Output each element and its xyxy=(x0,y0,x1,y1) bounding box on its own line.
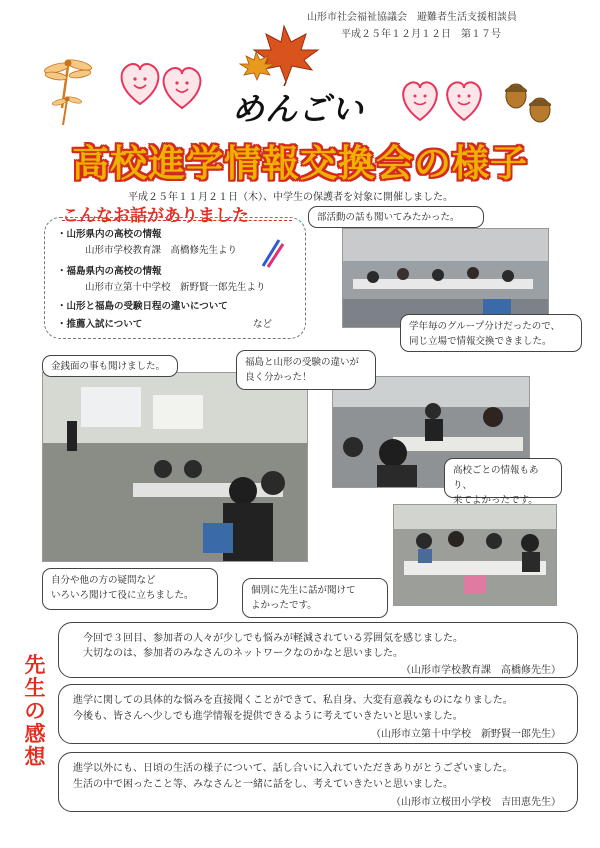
bubble-exam-difference xyxy=(236,350,376,390)
bubble-text: 高校ごとの情報もあり、 xyxy=(453,465,539,491)
bubble-text: よかったです。 xyxy=(251,600,317,611)
bubble-school-info xyxy=(444,458,562,506)
photo-group-discussion xyxy=(342,228,549,328)
bubble-text: 部活動の話も聞いてみたかった。 xyxy=(317,212,460,223)
comment-author: （山形市学校教育課 高橋修先生） xyxy=(401,665,561,676)
topic-item: ・推薦入試について xyxy=(57,319,143,330)
bubble-text: 金銭面の事も聞けました。 xyxy=(51,361,166,372)
photo-seminar-hall xyxy=(42,372,308,562)
topic-etc: など xyxy=(253,319,273,330)
comment-line: 今回で３回目、参加者の人々が少しでも悩みが軽減されている雰囲気を感じました。 xyxy=(83,633,463,644)
bubble-text: 良く分かった！ xyxy=(245,372,312,383)
bubble-text: 個別に先生に話が聞けて xyxy=(251,585,356,596)
comment-line: 今後も、皆さんへ少しでも進学情報を提供できるように考えていきたいと思いました。 xyxy=(73,711,463,722)
bubble-text: 来てよかったです。 xyxy=(453,495,538,506)
bubble-text: 福島と山形の受験の違いが xyxy=(245,357,360,368)
comment-line: 大切なのは、参加者のみなさんのネットワークなのかなと思いました。 xyxy=(83,648,403,659)
topics-box xyxy=(44,217,306,339)
topic-item: ・福島県内の高校の情報 xyxy=(57,266,162,277)
acorn-icon xyxy=(500,78,560,128)
section-title: こんなお話がありました xyxy=(62,206,249,226)
topic-speaker: 山形市立第十中学校 新野賢一郎先生より xyxy=(85,282,266,293)
org-name: 山形市社会福祉協議会 避難者生活支援相談員 xyxy=(307,12,517,23)
page-title: 高校進学情報交換会の様子 xyxy=(72,142,528,185)
topic-item: ・山形と福島の受験日程の違いについて xyxy=(57,301,228,312)
bubble-individual xyxy=(242,578,388,618)
comment-box xyxy=(58,622,578,678)
topic-item: ・山形県内の高校の情報 xyxy=(57,229,162,240)
bubble-text: 学年毎のグループ分けだったので、 xyxy=(409,321,561,332)
photo-small-group xyxy=(393,504,557,606)
newsletter-logo-text: めんごい xyxy=(232,90,365,128)
bubble-money xyxy=(42,355,178,377)
comment-line: 生活の中で困ったこと等、みなさんと一緒に話をし、考えていきたいと思いました。 xyxy=(73,779,453,790)
smiling-hearts-icon xyxy=(116,52,212,112)
comment-line: 進学以外にも、日頃の生活の様子について、話し合いに入れていただきありがとうございました。 xyxy=(73,763,513,774)
comment-line: 進学に関しての具体的な悩みを直接聞くことができて、私自身、大変有意義なものになりました。 xyxy=(73,695,513,706)
intro-text: 平成２５年１１月２１日（木）、中学生の保護者を対象に開催しました。 xyxy=(128,192,453,203)
smiling-hearts-right-icon xyxy=(398,70,492,126)
comment-box xyxy=(58,752,578,812)
comments-heading: 先 生 の 感 想 xyxy=(24,653,46,769)
maple-leaf-icon xyxy=(236,22,332,86)
topic-speaker: 山形市学校教育課 高橋修先生より xyxy=(85,245,238,256)
bubble-text: 自分や他の方の疑問など xyxy=(51,575,156,586)
pencils-icon xyxy=(259,236,287,270)
dragonfly-small-icon xyxy=(50,92,84,128)
bubble-text: いろいろ聞けて役に立ちました。 xyxy=(51,590,194,601)
comment-author: （山形市立桜田小学校 吉田恵先生） xyxy=(391,797,561,808)
bubble-club-activities xyxy=(308,206,484,228)
comment-author: （山形市立第十中学校 新野賢一郎先生） xyxy=(371,729,561,740)
bubble-questions xyxy=(42,568,218,610)
issue-date: 平成２５年１２月１２日 第１７号 xyxy=(341,29,501,40)
comment-box xyxy=(58,684,578,744)
bubble-text: 同じ立場で情報交換できました。 xyxy=(409,336,552,347)
bubble-grade-groups xyxy=(400,314,582,352)
